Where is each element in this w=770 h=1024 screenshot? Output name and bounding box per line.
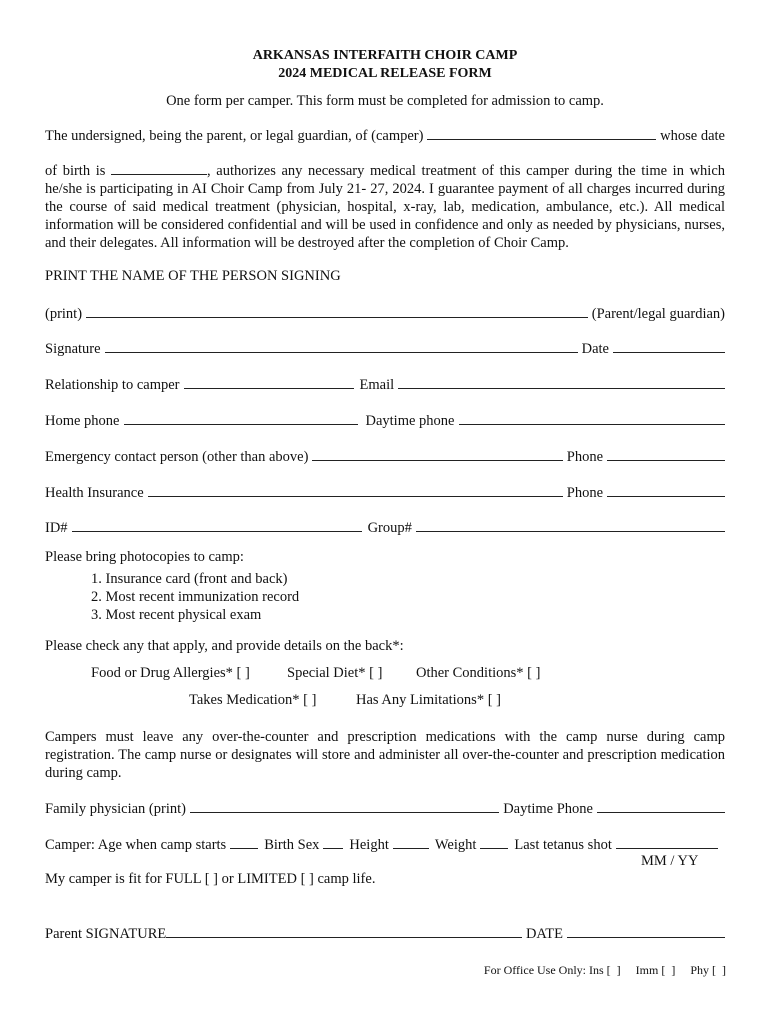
limitations-checkbox[interactable]: Has Any Limitations* [ ] (356, 692, 501, 708)
parent-date-field[interactable] (567, 924, 725, 938)
date-label: Date (581, 341, 609, 357)
insurance-phone-label: Phone (566, 485, 603, 501)
insurance-phone-field[interactable] (607, 483, 725, 497)
signature-field[interactable] (105, 339, 578, 353)
height-field[interactable] (393, 835, 429, 849)
fitness-line[interactable]: My camper is fit for FULL [ ] or LIMITED [ ] camp life. (45, 871, 376, 887)
form-title-line1: ARKANSAS INTERFAITH CHOIR CAMP (252, 48, 518, 63)
birth-sex-field[interactable] (323, 835, 343, 849)
photocopies-heading: Please bring photocopies to camp: (45, 549, 244, 565)
allergies-checkbox[interactable]: Food or Drug Allergies* [ ] (91, 665, 250, 681)
camper-name-field[interactable] (427, 126, 656, 140)
group-field[interactable] (416, 518, 725, 532)
email-label: Email (359, 377, 395, 393)
signature-label: Signature (45, 341, 101, 357)
email-field[interactable] (398, 375, 725, 389)
physician-phone-label: Daytime Phone (503, 801, 593, 817)
relationship-row (45, 375, 725, 394)
mm-yy-hint: MM / YY (641, 853, 699, 869)
emergency-phone-label: Phone (566, 449, 603, 465)
camper-details-row (45, 835, 718, 854)
age-label: Camper: Age when camp starts (45, 837, 227, 853)
phone-row (45, 411, 725, 430)
physician-label: Family physician (print) (45, 801, 186, 817)
id-field[interactable] (72, 518, 362, 532)
relationship-field[interactable] (184, 375, 354, 389)
weight-label: Weight (434, 837, 477, 853)
age-field[interactable] (230, 835, 258, 849)
physician-row (45, 799, 725, 818)
physician-field[interactable] (190, 799, 499, 813)
emergency-label: Emergency contact person (other than above) (45, 449, 309, 465)
home-phone-field[interactable] (124, 411, 358, 425)
takes-medication-checkbox[interactable]: Takes Medication* [ ] (189, 692, 317, 708)
emergency-phone-field[interactable] (607, 447, 725, 461)
parent-guardian-label: (Parent/legal guardian) (591, 306, 725, 322)
medication-note: Campers must leave any over-the-counter and prescription medications with the camp nurse during camp registration. The camp nurse or designates will store and administer all over-the-counter and prescription medication during camp. (45, 729, 725, 781)
tetanus-field[interactable] (616, 835, 718, 849)
insurance-row (45, 483, 725, 502)
other-conditions-checkbox[interactable]: Other Conditions* [ ] (416, 665, 541, 681)
relationship-label: Relationship to camper (45, 377, 180, 393)
photocopy-item: 1. Insurance card (front and back) (91, 571, 288, 587)
parent-signature-label: Parent SIGNATURE (45, 926, 167, 942)
birth-sex-label: Birth Sex (264, 837, 320, 853)
consent-paragraph (45, 160, 725, 252)
whose-date-label: whose date (660, 128, 725, 144)
parent-signature-field[interactable] (166, 924, 522, 938)
date-field[interactable] (613, 339, 725, 353)
weight-field[interactable] (480, 835, 508, 849)
id-row (45, 518, 725, 537)
form-title-line2: 2024 MEDICAL RELEASE FORM (278, 66, 492, 81)
id-label: ID# (45, 520, 68, 536)
parent-signature-row (45, 924, 725, 943)
print-name-field[interactable] (86, 304, 588, 318)
print-heading: PRINT THE NAME OF THE PERSON SIGNING (45, 268, 341, 284)
form-subtitle: One form per camper. This form must be completed for admission to camp. (166, 93, 604, 109)
consent-text: , authorizes any necessary medical treatment of this camper during the time in which he/she is participating in AI Choir Camp from July 21- 27, 2024. I guarantee payment of all charges incurred during the course of said medical treatment (physician, hospital, x-ray, lab, medication, ambulance, etc.). All medical information will be considered confidential and will be used in confidence and only as needed by physicians, nurses, and their delegates. All information will be destroyed after the completion of Choir Camp. (45, 163, 726, 251)
special-diet-checkbox[interactable]: Special Diet* [ ] (287, 665, 383, 681)
group-label: Group# (367, 520, 412, 536)
photocopy-item: 2. Most recent immunization record (91, 589, 300, 605)
print-name-row (45, 304, 725, 323)
insurance-field[interactable] (148, 483, 563, 497)
camper-name-label: The undersigned, being the parent, or legal guardian, of (camper) (45, 128, 424, 144)
signature-row (45, 339, 725, 358)
dob-field[interactable] (111, 160, 207, 175)
office-use-line: For Office Use Only: Ins [ ] Imm [ ] Phy [ ] (483, 963, 726, 977)
daytime-phone-field[interactable] (459, 411, 726, 425)
insurance-label: Health Insurance (45, 485, 144, 501)
emergency-row (45, 447, 725, 466)
parent-date-label: DATE (525, 926, 563, 942)
dob-label: of birth is (45, 163, 106, 179)
home-phone-label: Home phone (45, 413, 120, 429)
daytime-phone-label: Daytime phone (365, 413, 455, 429)
physician-phone-field[interactable] (597, 799, 725, 813)
print-label: (print) (45, 306, 83, 322)
height-label: Height (349, 837, 389, 853)
tetanus-label: Last tetanus shot (514, 837, 612, 853)
camper-name-row (45, 126, 725, 145)
emergency-field[interactable] (312, 447, 562, 461)
photocopy-item: 3. Most recent physical exam (91, 607, 262, 623)
checks-heading: Please check any that apply, and provide details on the back*: (45, 638, 404, 654)
